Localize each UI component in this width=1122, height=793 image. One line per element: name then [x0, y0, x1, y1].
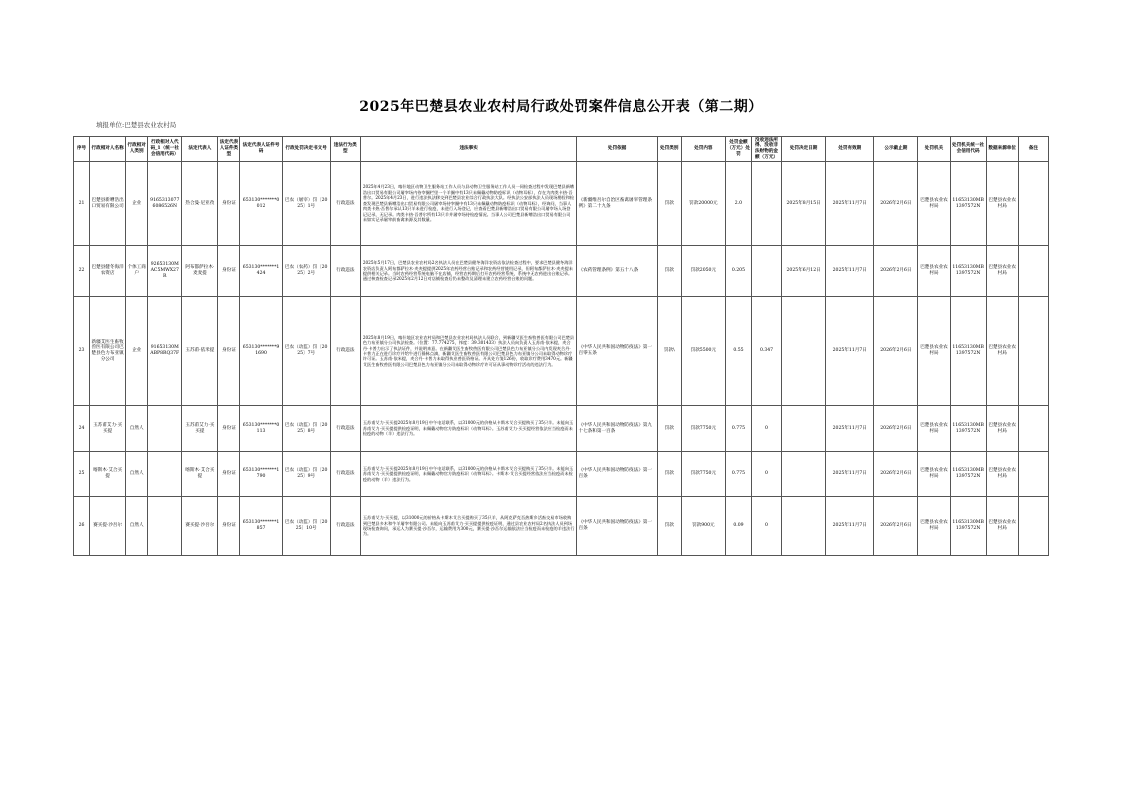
violation-type: 行政违法	[330, 406, 360, 452]
data-source: 巴楚县农业农村局	[986, 246, 1018, 297]
confiscation-amount: 0	[751, 497, 781, 556]
header-cell: 法定代表人证件号码	[240, 137, 282, 162]
decision-doc-number: 巴农（动监）罚〔2025〕9号	[282, 452, 330, 497]
data-source: 巴楚县农业农村局	[986, 452, 1018, 497]
penalty-content: 罚款20000元	[681, 162, 725, 246]
penalty-amount: 0.775	[725, 406, 751, 452]
table-row	[74, 162, 1049, 246]
table-row	[74, 452, 1049, 497]
id-number: 653130*******1857	[240, 497, 282, 556]
violation-facts: 玉苏甫艾力·买买提2025年8月19日中午电话联系，以31000元的价格从卡斯木艾合买提购买了35只羊。未能向玉苏甫艾力·买买提提供检疫证明，未佩戴动物官方防疫标识（动物耳标）。玉苏甫艾力·买买提经营依法应当检疫而未检疫的动物（羊）违法行为。	[360, 406, 577, 452]
decision-doc-number: 巴农（动监）罚〔2025〕10号	[282, 497, 330, 556]
credit-code	[148, 452, 182, 497]
decision-date	[782, 406, 826, 452]
remarks	[1018, 497, 1048, 556]
penalty-authority: 巴楚县农业农村局	[918, 162, 950, 246]
header-cell: 处罚机关	[918, 137, 950, 162]
party-type: 自然人	[126, 406, 148, 452]
row-number: 21	[74, 162, 90, 246]
row-number: 26	[74, 497, 90, 556]
penalty-content: 罚款7750元	[681, 452, 725, 497]
decision-date	[782, 297, 826, 406]
authority-code: 11653130MB1397572N	[950, 162, 986, 246]
table-row	[74, 497, 1049, 556]
party-type: 企业	[126, 162, 148, 246]
header-cell: 处罚有效期	[826, 137, 874, 162]
penalty-category: 罚款	[657, 452, 681, 497]
penalty-category: 罚款	[657, 406, 681, 452]
penalty-amount: 2.0	[725, 162, 751, 246]
publicity-deadline: 2026年2月6日	[874, 452, 918, 497]
header-cell: 违法事实	[360, 137, 577, 162]
row-number: 25	[74, 452, 90, 497]
party-type: 企业	[126, 297, 148, 406]
header-cell: 序号	[74, 137, 90, 162]
penalty-basis: 《中华人民共和国动物防疫法》第九十七条和第一百条	[577, 406, 657, 452]
authority-code: 11653130MB1397572N	[950, 246, 986, 297]
penalty-basis: 《中华人民共和国动物防疫法》第一百条	[577, 497, 657, 556]
legal-rep: 阿布都萨拉木·麦麦提	[182, 246, 218, 297]
penalty-authority: 巴楚县农业农村局	[918, 297, 950, 406]
party-name: 新疆艾医生畜牧兽医有限公司巴楚县色力布亚镇分公司	[90, 297, 126, 406]
valid-until: 2025年11月7日	[826, 246, 874, 297]
violation-type: 行政违法	[330, 452, 360, 497]
penalty-basis: 《新疆维吾尔自治区畜禽屠宰管理条例》第二十九条	[577, 162, 657, 246]
valid-until: 2025年11月7日	[826, 406, 874, 452]
decision-date: 2025年6月12日	[782, 246, 826, 297]
authority-code: 11653130MB1397572N	[950, 297, 986, 406]
confiscation-amount: 0.347	[751, 297, 781, 406]
legal-rep: 热合曼·尼亚孜	[182, 162, 218, 246]
header-cell: 法定代表人	[182, 137, 218, 162]
violation-type: 行政违法	[330, 497, 360, 556]
party-name: 巴楚县健冬海洋农资店	[90, 246, 126, 297]
credit-code: 92653130MAC5MWX27R	[148, 246, 182, 297]
id-number: 653130*******91690	[240, 297, 282, 406]
penalty-basis: 《农药管理条例》第五十八条	[577, 246, 657, 297]
legal-rep: 玉苏甫·依米提	[182, 297, 218, 406]
confiscation-amount	[751, 246, 781, 297]
penalty-content: 罚款2050元	[681, 246, 725, 297]
header-row	[74, 137, 1049, 162]
reporting-unit: 填报单位:巴楚县农业农村局	[96, 121, 177, 129]
violation-type: 行政违法	[330, 246, 360, 297]
header-cell: 处罚类别	[657, 137, 681, 162]
header-cell: 处罚决定日期	[782, 137, 826, 162]
violation-facts: 2025年5月17日，巴楚县农业农村局2名执法人员在巴楚县健冬海洋农资店依法检查过程中，要求巴楚县健冬海洋农资店负责人阿布都萨拉木·麦麦提提供2025年农药经营台账记录和农药经营使用记录，但阿布都萨拉木·麦麦提未提供相关记录。当时农药经营系统电脑不在店铺，经营农药期后打开农药经营系统，系统中无农药进出台账记录。通过核查检查记录2025年2月12日对店铺检查后仍未整改及清理未建立农药经营台账的问题。	[360, 246, 577, 297]
id-type: 身份证	[218, 406, 240, 452]
header-cell: 行政相对人类别	[126, 137, 148, 162]
penalty-content: 罚款900元	[681, 497, 725, 556]
decision-doc-number: 巴农（农药）罚〔2025〕2号	[282, 246, 330, 297]
decision-doc-number: 巴农（动监）罚〔2025〕7号	[282, 297, 330, 406]
violation-facts: 2025年4月23日，喀什地区动物卫生服务站工作人员与县动物卫生服务站工作人员一同检查过程中发现巴楚县新嘈浩出口贸易有限公司屠宰场内待宰圈栏里一个羊圈中有13只未佩戴动物防疫标识（动物耳标），存在为肉类卡热·吾普尔。2025年4月23日，进行违法执法移交到巴楚县农业综合行政执法大队。经执法公安部执法人员现场勘验和检查发现巴楚县新嘈浩出口贸易有限公司屠宰场待宰圈中有13只未佩戴动物防疫标识（动物耳标），经询问，当事人肉类卡热·吾普尔承认13只羊未进行检疫，未进行入场登记，应查看巴楚县新嘈浩出口贸易有限公司屠宰场入场登记记录，无记录。肉类卡热·吾普尔所有13只羊并屠宰场待检疫情况。当事人公司巴楚县新嘈浩出口贸易有限公司未如实记录屠宰前畜禽来源及其数量。	[360, 162, 577, 246]
party-type: 自然人	[126, 452, 148, 497]
data-source: 巴楚县农业农村局	[986, 162, 1018, 246]
penalty-amount: 0.55	[725, 297, 751, 406]
penalty-content: 罚款7750元	[681, 406, 725, 452]
violation-facts: 2025年8月19日，喀什地区农业农村局和巴楚县农业农村局执法人员联合，到新疆艾医生畜牧兽医有限公司巴楚县色力布亚镇分公司执法检查。（位置：77.774275，纬度：39.301433）执法人员向负责人玉苏甫·依米提，麦合丹·卡普力出示了执法证件，并说明来意。在新疆艾医生畜牧兽医有限公司巴楚县色力布亚镇分公司内发现麦合丹·卡普力正在进行诊疗并给牛进行静脉点滴，新疆艾医生畜牧兽医有限公司巴楚县色力布亚镇分公司未取得动物诊疗许可证。玉苏甫·依米提，麦合丹·卡普力未取得执业兽医资格证。开具处方笺126份，收取诊疗费用3470元。新疆艾医生畜牧兽医有限公司巴楚县色力布亚镇分公司未取得动物诊疗许可证从事动物诊疗活动的违法行为。	[360, 297, 577, 406]
penalty-category: 罚款	[657, 497, 681, 556]
party-type: 个体工商户	[126, 246, 148, 297]
id-type: 身份证	[218, 297, 240, 406]
confiscation-amount: 0	[751, 452, 781, 497]
party-name: 赛买提·沙吾尔	[90, 497, 126, 556]
penalty-category: 罚款	[657, 162, 681, 246]
penalty-amount: 0.09	[725, 497, 751, 556]
legal-rep: 赛买提·沙吾尔	[182, 497, 218, 556]
data-source: 巴楚县农业农村局	[986, 297, 1018, 406]
header-cell: 数据来源单位	[986, 137, 1018, 162]
credit-code: 91653130MABP8RQ37F	[148, 297, 182, 406]
confiscation-amount: 0	[751, 406, 781, 452]
publicity-deadline: 2026年2月6日	[874, 297, 918, 406]
header-cell: 违法行为类型	[330, 137, 360, 162]
penalty-content: 罚款5500元	[681, 297, 725, 406]
violation-type: 行政违法	[330, 297, 360, 406]
id-type: 身份证	[218, 246, 240, 297]
data-source: 巴楚县农业农村局	[986, 497, 1018, 556]
header-cell: 处罚金额（万元）处罚	[725, 137, 751, 162]
penalty-authority: 巴楚县农业农村局	[918, 246, 950, 297]
table-row	[74, 246, 1049, 297]
page-title: 2025年巴楚县农业农村局行政处罚案件信息公开表（第二期）	[359, 99, 763, 115]
credit-code: 91653130776086526N	[148, 162, 182, 246]
id-type: 身份证	[218, 162, 240, 246]
data-source: 巴楚县农业农村局	[986, 406, 1018, 452]
table-row	[74, 297, 1049, 406]
remarks	[1018, 406, 1048, 452]
header-cell: 行政处罚决定书文号	[282, 137, 330, 162]
decision-doc-number: 巴农（动监）罚〔2025〕8号	[282, 406, 330, 452]
row-number: 22	[74, 246, 90, 297]
remarks	[1018, 452, 1048, 497]
legal-rep: 喀斯木·艾合买提	[182, 452, 218, 497]
violation-facts: 玉苏甫艾力·买买提2025年8月19日中午电话联系，以31000元的价格从卡斯木艾合买提购买了35只羊。未能向玉苏甫艾力·买买提提供检疫证明，未佩戴动物官方防疫标识（动物耳标）。卡斯木·艾合买提经营依法应当检疫而未检疫的动物（羊）违法行为。	[360, 452, 577, 497]
valid-until: 2025年11月7日	[826, 497, 874, 556]
penalty-authority: 巴楚县农业农村局	[918, 497, 950, 556]
header-cell: 行政相对人名称	[90, 137, 126, 162]
header-cell: 处罚依据	[577, 137, 657, 162]
violation-facts: 玉苏甫艾力·买买提，以31000元的价格从卡斯木艾合买提购买了35只羊，从阿克萨克吾热斯乡活畜交易市场收购到巴楚县多木和牛羊屠宰有限公司。未能向玉苏甫艾力·买买提提供检疫证明，通过县农业农村局2名执法人员到场现场检查询问，承运人为赛买提·沙吾尔，运输费用为300元，赛买提·沙吾尔运输依法应当检疫而未检疫的羊违法行为。	[360, 497, 577, 556]
valid-until: 2025年11月7日	[826, 452, 874, 497]
penalty-basis: 《中华人民共和国动物防疫法》第一百条	[577, 452, 657, 497]
valid-until: 2025年11月7日	[826, 297, 874, 406]
authority-code: 11653130MB1397572N	[950, 406, 986, 452]
remarks	[1018, 297, 1048, 406]
header-cell: 备注	[1018, 137, 1048, 162]
penalty-basis: 《中华人民共和国动物防疫法》第一百零五条	[577, 297, 657, 406]
id-number: 653130*******1424	[240, 246, 282, 297]
table-row	[74, 406, 1049, 452]
penalty-authority: 巴楚县农业农村局	[918, 452, 950, 497]
authority-code: 11653130MB1397572N	[950, 497, 986, 556]
remarks	[1018, 246, 1048, 297]
credit-code	[148, 406, 182, 452]
penalty-amount: 0.775	[725, 452, 751, 497]
row-number: 23	[74, 297, 90, 406]
legal-rep: 玉苏甫艾力·买买提	[182, 406, 218, 452]
publicity-deadline: 2026年2月6日	[874, 497, 918, 556]
violation-type: 行政违法	[330, 162, 360, 246]
publicity-deadline: 2026年2月6日	[874, 162, 918, 246]
id-number: 653130*******1790	[240, 452, 282, 497]
valid-until: 2025年11月7日	[826, 162, 874, 246]
header-cell: 处罚机关统一社会信用代码	[950, 137, 986, 162]
id-type: 身份证	[218, 452, 240, 497]
party-name: 玉苏甫艾力·买买提	[90, 406, 126, 452]
id-number: 653130*******0012	[240, 162, 282, 246]
publicity-deadline: 2026年2月6日	[874, 406, 918, 452]
decision-doc-number: 巴农（屠宰）罚〔2025〕1号	[282, 162, 330, 246]
authority-code: 11653130MB1397572N	[950, 452, 986, 497]
party-type: 自然人	[126, 497, 148, 556]
decision-date: 2025年8月15日	[782, 162, 826, 246]
confiscation-amount	[751, 162, 781, 246]
id-number: 653130*******0113	[240, 406, 282, 452]
party-name: 喀斯木·艾合买提	[90, 452, 126, 497]
party-name: 巴楚县新嘈浩出口贸易有限公司	[90, 162, 126, 246]
header-cell: 行政相对人代码_1（统一社会信用代码）	[148, 137, 182, 162]
publicity-deadline: 2026年2月6日	[874, 246, 918, 297]
header-cell: 公示截止期	[874, 137, 918, 162]
remarks	[1018, 162, 1048, 246]
id-type: 身份证	[218, 497, 240, 556]
credit-code	[148, 497, 182, 556]
penalty-table	[73, 136, 1049, 556]
penalty-authority: 巴楚县农业农村局	[918, 406, 950, 452]
decision-date	[782, 452, 826, 497]
penalty-amount: 0.205	[725, 246, 751, 297]
header-cell: 法定代表人证件类型	[218, 137, 240, 162]
decision-date	[782, 497, 826, 556]
row-number: 24	[74, 406, 90, 452]
penalty-category: 罚款\	[657, 297, 681, 406]
header-cell: 没收违法所得、没收非法财物的金额（万元）	[751, 137, 781, 162]
header-cell: 处罚内容	[681, 137, 725, 162]
penalty-category: 罚款	[657, 246, 681, 297]
